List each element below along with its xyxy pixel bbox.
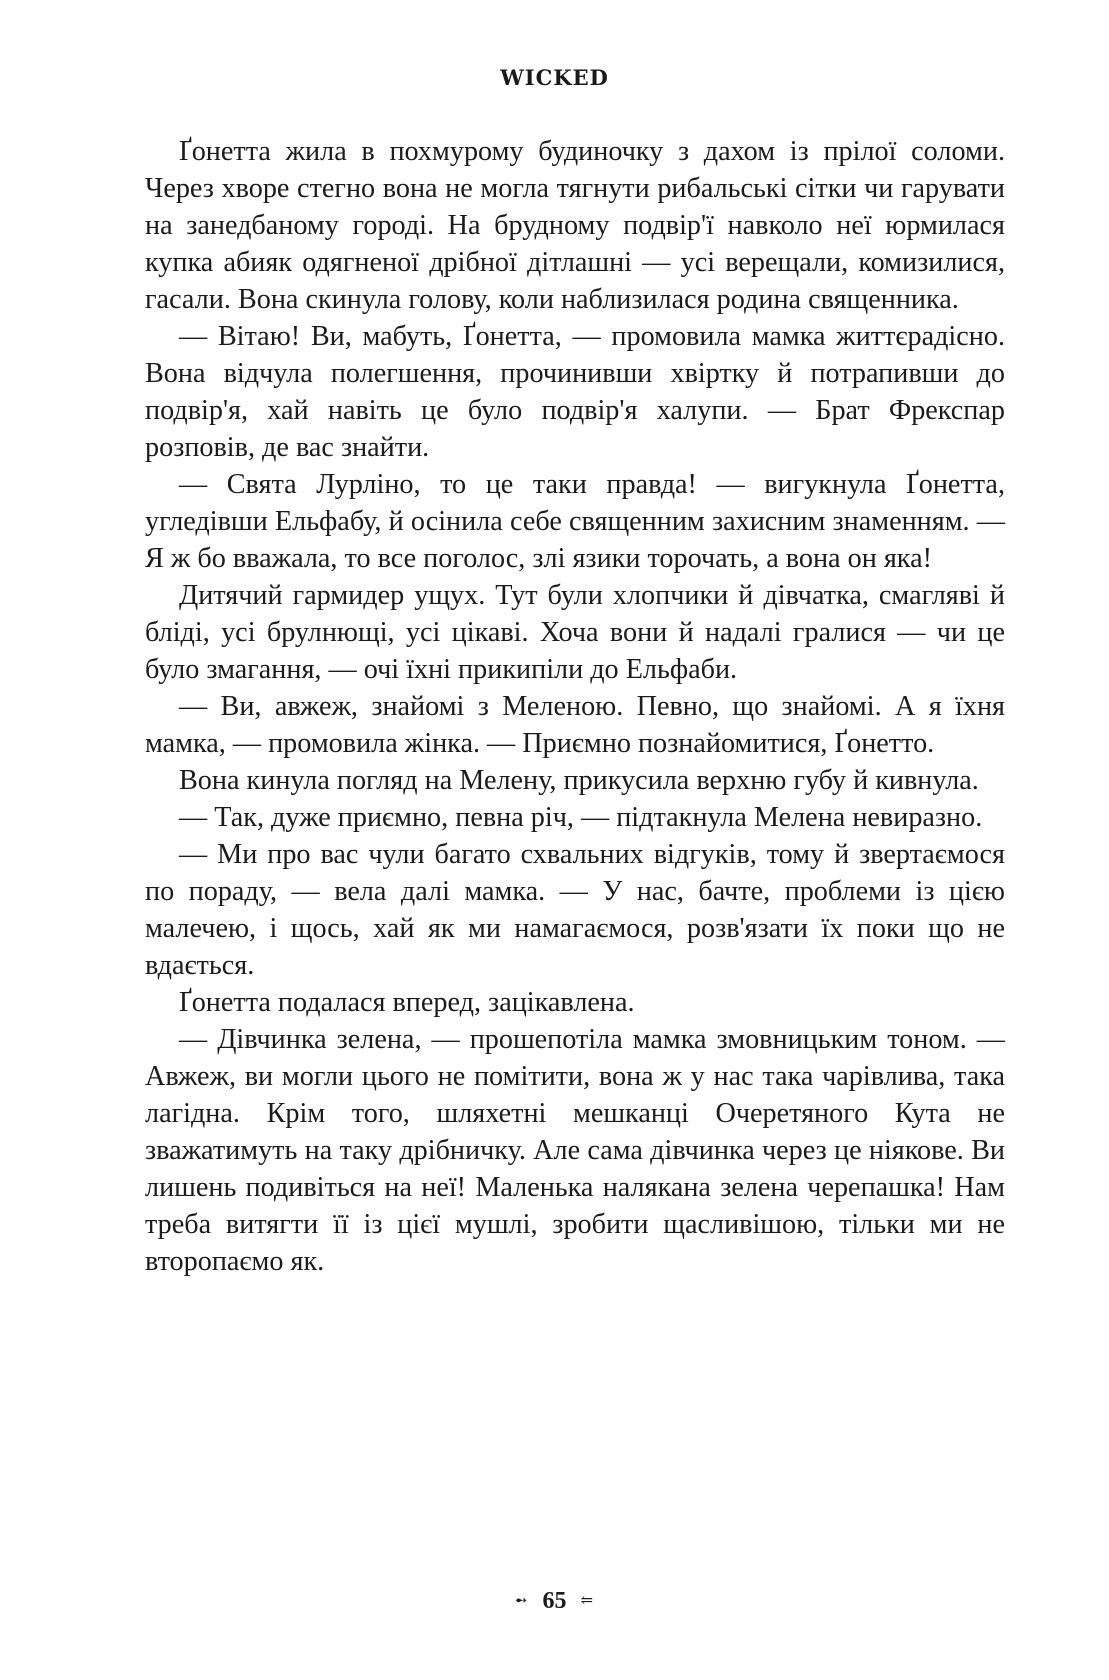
ornament-right-icon: ⥢: [580, 1593, 595, 1609]
page-number-footer: [0, 1588, 1109, 1615]
paragraph: — Ви, авжеж, знайомі з Меленою. Певно, що знайомі. А я їхня мамка, — промовила жінка. — Приємно познайомитися, Ґонетто.: [145, 691, 1005, 759]
paragraph: Ґонетта подалася вперед, зацікавлена.: [179, 987, 635, 1018]
paragraph: — Дівчинка зелена, — прошепотіла мамка змовницьким тоном. — Авжеж, ви могли цього не помітити, вона ж у нас така чарівлива, така лагідна. Крім того, шляхетні мешканці Очеретяного Кута не зважатимуть на таку дрібничку. Але сама дівчинка через це ніякове. Ви лишень подивіться на неї! Маленька налякана зелена черепашка! Нам треба витягти її із цієї мушлі, зробити щасливішою, тільки ми не второпаємо як.: [145, 1024, 1005, 1277]
paragraph: Вона кинула погляд на Мелену, прикусила верхню губу й кивнула.: [179, 765, 979, 796]
paragraph: — Так, дуже приємно, певна річ, — підтакнула Мелена невиразно.: [179, 802, 983, 833]
ornament-left-icon: ➻: [514, 1593, 529, 1609]
paragraph: — Свята Лурліно, то це таки правда! — вигукнула Ґонетта, угледівши Ельфабу, й осінила себе священним захисним знаменням. — Я ж бо вважала, то все поголос, злі язики торочать, а вона он яка!: [145, 469, 1005, 574]
paragraph: — Вітаю! Ви, мабуть, Ґонетта, — промовила мамка життєрадісно. Вона відчула полегшення, прочинивши хвіртку й потрапивши до подвір'я, хай навіть це було подвір'я халупи. — Брат Фрекспар розповів, де вас знайти.: [145, 321, 1005, 463]
body-text: [145, 133, 1005, 1280]
running-head-title: WICKED: [500, 65, 609, 90]
paragraph: Дитячий гармидер ущух. Тут були хлопчики й дівчатка, смагляві й бліді, усі брулнющі, усі цікаві. Хоча вони й надалі гралися — чи це було змагання, — очі їхні прикипіли до Ельфаби.: [145, 580, 1005, 685]
paragraph: — Ми про вас чули багато схвальних відгуків, тому й звертаємося по пораду, — вела далі мамка. — У нас, бачте, проблеми із цією малечею, і щось, хай як ми намагаємося, розв'язати їх поки що не вдається.: [145, 839, 1005, 981]
page-number: 65: [542, 1588, 567, 1614]
paragraph: Ґонетта жила в похмурому будиночку з дахом із прілої соломи. Через хворе стегно вона не могла тягнути рибальські сітки чи гарувати на занедбаному городі. На брудному подвір'ї навколо неї юрмилася купка абияк одягненої дрібної дітлашні — усі верещали, комизилися, гасали. Вона скинула голову, коли наблизилася родина священника.: [145, 136, 1005, 315]
